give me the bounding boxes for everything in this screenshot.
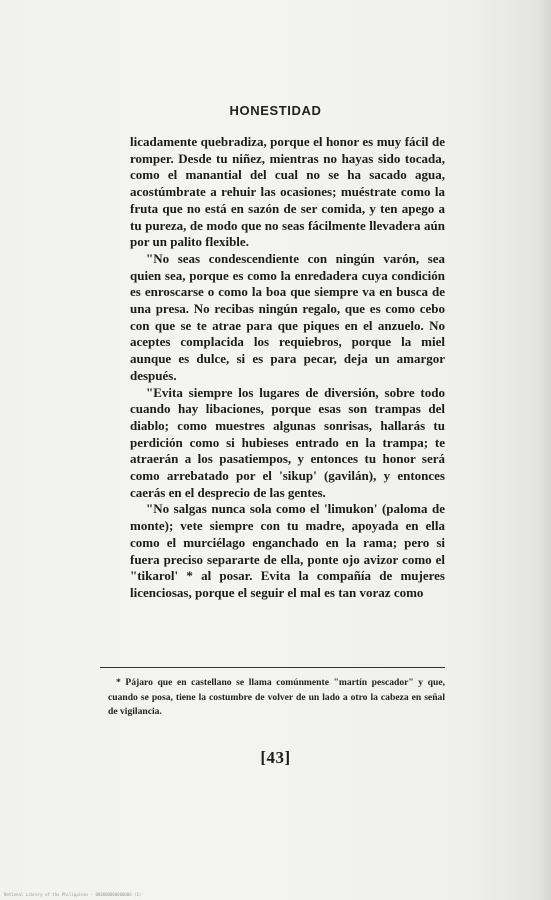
scan-watermark: National Library of the Philippines · 000000000000000 (1) — [4, 892, 142, 897]
paragraph-4: "No salgas nunca sola como el 'limukon' (paloma de monte); vete siempre con tu madre, apoyada en ella como el murciélago enganchado en la rama; pero si fuera preciso separarte de ella, ponte ojo avizor como el "tikarol' * al posar. Evita la compañía de mujeres licenciosas, porque el seguir el mal es tan voraz como — [130, 501, 445, 600]
footnote — [108, 676, 445, 720]
running-header: HONESTIDAD — [229, 103, 322, 118]
paragraph-1: licadamente quebradiza, porque el honor es muy fácil de romper. Desde tu niñez, mientras no hayas sido tocada, como el manantial del cual no se ha sacado agua, acostúmbrate a rehuir las ocasiones; muéstrate como la fruta que no está en sazón de ser comida, y ten apego a tu pureza, de modo que no seas fácilmente llevadera aún por un palito flexible. — [130, 134, 445, 250]
body-text — [130, 134, 445, 602]
footnote-text: * Pájaro que en castellano se llama comúnmente "martín pescador" y que, cuando se posa, tiene la costumbre de volver de un lado a otro la cabeza en señal de vigilancia. — [108, 677, 445, 717]
footnote-divider — [100, 667, 445, 668]
page-number: [43] — [260, 748, 291, 767]
paragraph-2: "No seas condescendiente con ningún varón, sea quien sea, porque es como la enredadera cuya condición es enroscarse o como la boa que siempre va en busca de una presa. No recibas ningún regalo, que es como cebo con que se te atrae para que piques en el anzuelo. No aceptes complacida los requiebros, porque la miel aunque es dulce, si es para pecar, deja un amargor después. — [130, 250, 445, 383]
paragraph-3: "Evita siempre los lugares de diversión, sobre todo cuando hay libaciones, porque esas son trampas del diablo; como muestres algunas sonrisas, hallarás tu perdición como si hubieses entrado en la trampa; te atraerán a los pasatiempos, y entonces tu honor será como arrebatado por el 'sikup' (gavilán), y entonces caerás en el desprecio de las gentes. — [130, 384, 445, 500]
